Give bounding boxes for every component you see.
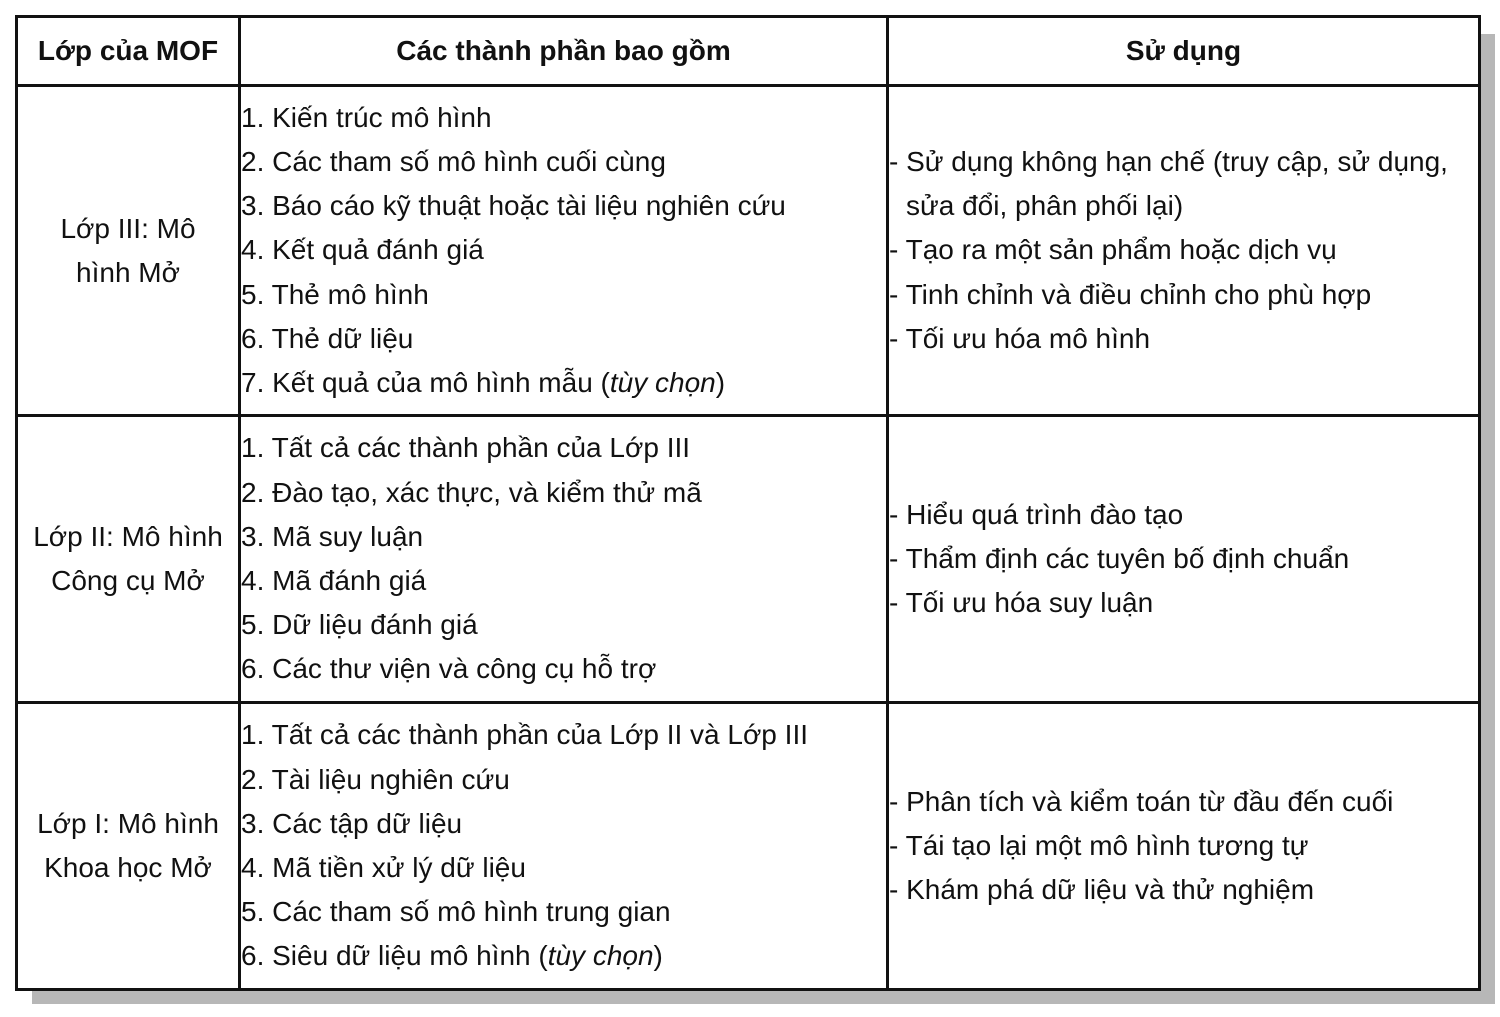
header-row <box>17 17 1480 86</box>
component-item: 2. Các tham số mô hình cuối cùng <box>241 145 666 177</box>
table-row-class-iii <box>17 86 1480 416</box>
table-row-class-i <box>17 703 1480 990</box>
usage-cell <box>888 86 1480 416</box>
component-item: 6. Thẻ dữ liệu <box>241 322 414 354</box>
class-name-cell: Lớp I: Mô hình Khoa học Mở <box>17 703 240 990</box>
usage-item: - Thẩm định các tuyên bố định chuẩn <box>889 542 1350 574</box>
component-item: 2. Tài liệu nghiên cứu <box>241 763 510 795</box>
class-name-cell: Lớp II: Mô hình Công cụ Mở <box>17 416 240 703</box>
component-item: 4. Mã đánh giá <box>241 565 427 596</box>
header-class: Lớp của MOF <box>17 17 240 86</box>
components-cell <box>240 416 888 703</box>
usage-item: - Sử dụng không hạn chế (truy cập, sử dụng, sửa đổi, phân phối lại) <box>889 145 1448 222</box>
usage-item: - Tạo ra một sản phẩm hoặc dịch vụ <box>889 234 1337 266</box>
component-item: 5. Dữ liệu đánh giá <box>241 609 478 641</box>
usage-item: - Hiểu quá trình đào tạo <box>889 498 1184 530</box>
usage-item: - Tối ưu hóa suy luận <box>889 587 1154 619</box>
component-item: 1. Kiến trúc mô hình <box>241 101 492 133</box>
component-item: 3. Các tập dữ liệu <box>241 807 463 839</box>
component-item: 5. Thẻ mô hình <box>241 278 429 310</box>
usage-item: - Phân tích và kiểm toán từ đầu đến cuối <box>889 785 1394 817</box>
header-components: Các thành phần bao gồm <box>240 17 888 86</box>
component-item: 6. Các thư viện và công cụ hỗ trợ <box>241 653 657 685</box>
components-cell <box>240 86 888 416</box>
optional-note: tùy chọn <box>547 940 654 972</box>
mof-classes-table <box>15 15 1481 991</box>
table-row-class-ii <box>17 416 1480 703</box>
component-item: 3. Mã suy luận <box>241 520 424 552</box>
usage-item: - Khám phá dữ liệu và thử nghiệm <box>889 874 1315 906</box>
component-item: 1. Tất cả các thành phần của Lớp III <box>241 432 691 464</box>
usage-item: - Tối ưu hóa mô hình <box>889 322 1151 354</box>
component-item: 7. Kết quả của mô hình mẫu (tùy chọn) <box>241 367 726 398</box>
usage-item: - Tinh chỉnh và điều chỉnh cho phù hợp <box>889 278 1372 310</box>
class-name-cell: Lớp III: Mô hình Mở <box>17 86 240 416</box>
component-item: 6. Siêu dữ liệu mô hình (tùy chọn) <box>241 940 663 972</box>
component-item: 3. Báo cáo kỹ thuật hoặc tài liệu nghiên cứu <box>241 190 786 222</box>
components-cell <box>240 703 888 990</box>
component-item: 4. Mã tiền xử lý dữ liệu <box>241 852 526 883</box>
component-item: 2. Đào tạo, xác thực, và kiểm thử mã <box>241 476 702 508</box>
usage-cell <box>888 703 1480 990</box>
usage-cell <box>888 416 1480 703</box>
usage-item: - Tái tạo lại một mô hình tương tự <box>889 829 1309 861</box>
header-usage: Sử dụng <box>888 17 1480 86</box>
component-item: 5. Các tham số mô hình trung gian <box>241 896 671 928</box>
component-item: 1. Tất cả các thành phần của Lớp II và Lớp III <box>241 719 808 751</box>
component-item: 4. Kết quả đánh giá <box>241 234 484 266</box>
optional-note: tùy chọn <box>609 367 716 398</box>
